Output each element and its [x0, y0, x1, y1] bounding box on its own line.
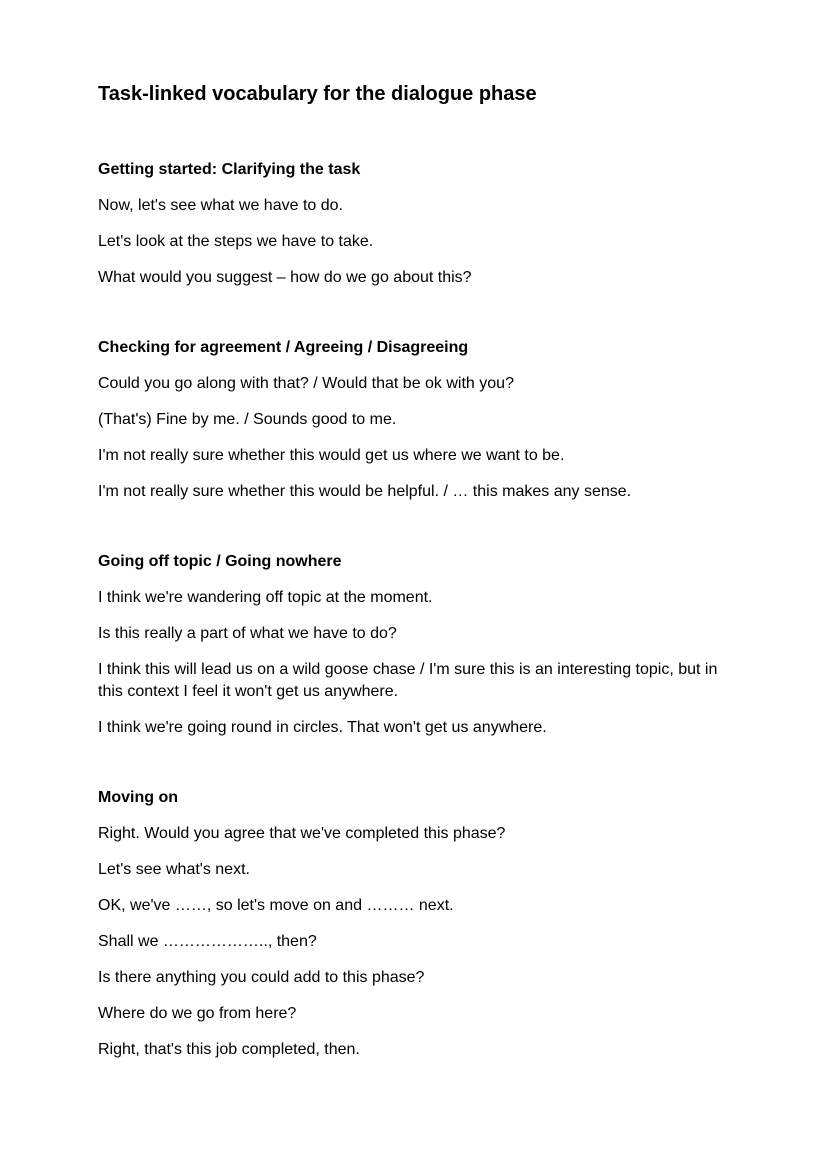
- phrase-item: Let's look at the steps we have to take.: [98, 233, 374, 250]
- section-heading-agreement: Checking for agreement / Agreeing / Disagreeing: [98, 339, 469, 356]
- phrase-item: Where do we go from here?: [98, 1005, 297, 1022]
- phrase-item: Now, let's see what we have to do.: [98, 197, 343, 214]
- phrase-item: Is there anything you could add to this phase?: [98, 969, 425, 986]
- phrase-item: (That's) Fine by me. / Sounds good to me.: [98, 411, 397, 428]
- phrase-item: Right, that's this job completed, then.: [98, 1041, 360, 1058]
- phrase-item: Shall we ……………….., then?: [98, 933, 317, 950]
- phrase-item: I think we're wandering off topic at the moment.: [98, 589, 433, 606]
- phrase-item: Could you go along with that? / Would that be ok with you?: [98, 375, 514, 392]
- phrase-item: Right. Would you agree that we've completed this phase?: [98, 825, 506, 842]
- section-heading-moving-on: Moving on: [98, 789, 178, 806]
- phrase-item: I'm not really sure whether this would get us where we want to be.: [98, 447, 565, 464]
- phrase-item: I'm not really sure whether this would be helpful. / … this makes any sense.: [98, 483, 632, 500]
- phrase-item: OK, we've ……, so let's move on and ……… next.: [98, 897, 454, 914]
- section-heading-getting-started: Getting started: Clarifying the task: [98, 161, 361, 178]
- section-heading-off-topic: Going off topic / Going nowhere: [98, 553, 342, 570]
- phrase-item: What would you suggest – how do we go about this?: [98, 269, 472, 286]
- page-title: Task-linked vocabulary for the dialogue phase: [98, 83, 537, 105]
- phrase-item: Let's see what's next.: [98, 861, 250, 878]
- phrase-item: I think this will lead us on a wild goose chase / I'm sure this is an interesting topic, but in this context I feel it won't get us anywhere.: [98, 661, 718, 700]
- phrase-item: Is this really a part of what we have to do?: [98, 625, 397, 642]
- phrase-item: I think we're going round in circles. That won't get us anywhere.: [98, 719, 547, 736]
